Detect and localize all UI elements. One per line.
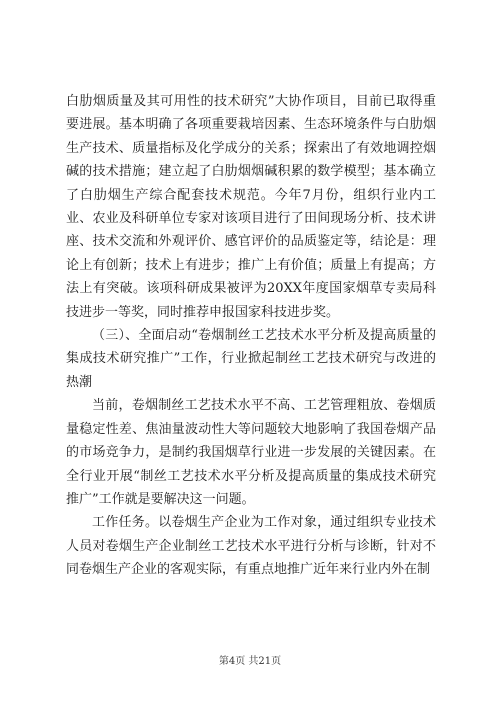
paragraph-continued: 白肋烟质量及其可用性的技术研究”大协作项目，目前已取得重要进展。基本明确了各项重要栽培因素、生态环境条件与白肋烟生产技术、质量指标及化学成分的关系；探索出了有效地调控烟碱的技术措施；建立起了白肋烟烟碱积累的数学模型；基本确立了白肋烟生产综合配套技术规范。今年7月份，组织行业内工业、农业及科研单位专家对该项目进行了田间现场分析、技术讲座、技术交流和外观评价、感官评价的品质鉴定等，结论是：理论上有创新；技术上有进步；推广上有价值；质量上有提高；方法上有突破。该项科研成果被评为20XX年度国家烟草专卖局科技进步一等奖，同时推荐申报国家科技进步奖。 bbox=[66, 94, 436, 320]
body-text bbox=[66, 90, 436, 582]
paragraph: 当前，卷烟制丝工艺技术水平不高、工艺管理粗放、卷烟质量稳定性差、焦油量波动性大等问题较大地影响了我国卷烟产品的市场竞争力，是制约我国烟草行业进一步发展的关键因素。在全行业开展“制丝工艺技术水平分析及提高质量的集成技术研究推广”工作就是要解决这一问题。 bbox=[66, 398, 436, 507]
section-heading: （三）、全面启动“卷烟制丝工艺技术水平分析及提高质量的集成技术研究推广”工作，行业掀起制丝工艺技术研究与改进的热潮 bbox=[66, 328, 436, 390]
page-footer: 第4页 共21页 bbox=[218, 656, 282, 667]
paragraph: 工作任务。以卷烟生产企业为工作对象，通过组织专业技术人员对卷烟生产企业制丝工艺技术水平进行分析与诊断，针对不同卷烟生产企业的客观实际，有重点地推广近年来行业内外在制 bbox=[66, 515, 436, 578]
